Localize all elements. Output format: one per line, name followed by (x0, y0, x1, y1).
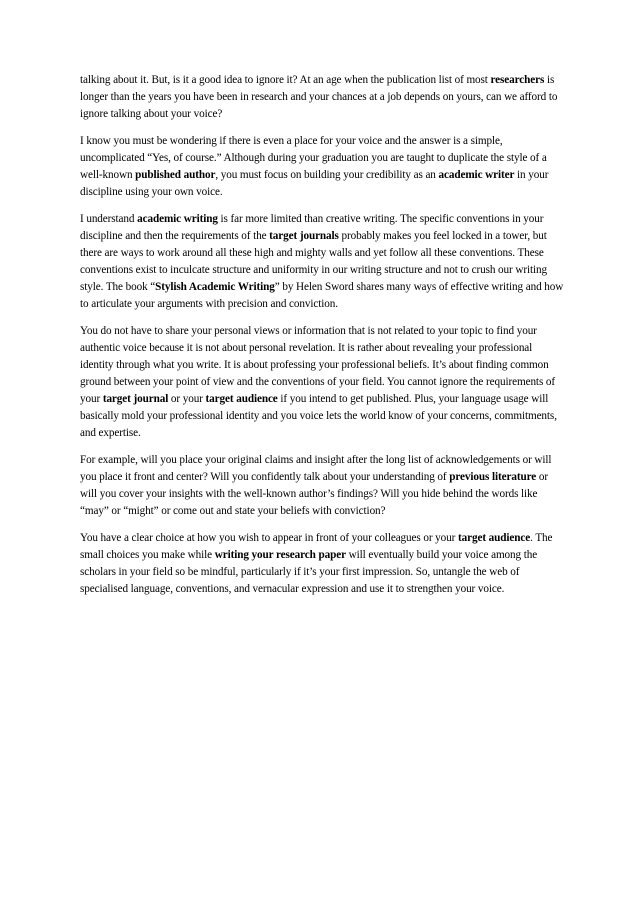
bold-term: target journals (269, 230, 339, 242)
text-run: You do not have to share your personal views or information that is not related to your topic to find your authentic voice because it is not about personal revelation. It is rather about revealing your professional identity through what you write. It is about professing your professional beliefs. It’s about finding common ground between your point of view and the conventions of your field. You cannot ignore the requirements of your (80, 325, 556, 405)
document-body (80, 72, 564, 608)
bold-term: target audience (205, 393, 278, 405)
paragraph-3 (80, 211, 564, 313)
text-run: For example, will you place your original claims and insight after the long list of acknowledgements or will you place it front and center? Will you confidently talk about your understanding of (80, 454, 552, 483)
text-run: or will you cover your insights with the well-known author’s findings? Will you hide behind the words like “may” or “might” or come out and state your beliefs with conviction? (80, 471, 548, 517)
bold-term: target audience (457, 532, 531, 544)
bold-term: previous literature (449, 471, 537, 483)
text-run: . The small choices you make while (80, 532, 553, 561)
bold-term: Stylish Academic Writing (155, 281, 275, 293)
paragraph-4 (80, 323, 564, 442)
text-run: talking about it. But, is it a good idea to ignore it? At an age when the publication list of most (80, 74, 491, 86)
text-run: will eventually build your voice among the scholars in your field so be mindful, particularly if it’s your first impression. So, untangle the web of specialised language, conventions, and vernacular expression and use it to strengthen your voice. (80, 549, 538, 595)
paragraph-1 (80, 72, 564, 123)
paragraph-2 (80, 133, 564, 201)
bold-term: writing your research paper (214, 549, 346, 561)
bold-term: target journal (102, 393, 169, 405)
text-run: You have a clear choice at how you wish to appear in front of your colleagues or your (80, 532, 458, 544)
text-run: if you intend to get published. Plus, your language usage will basically mold your professional identity and you voice lets the world know of your concerns, commitments, and expertise. (80, 393, 557, 439)
paragraph-6 (80, 530, 564, 598)
text-run: or your (168, 393, 206, 405)
text-run: ” by Helen Sword shares many ways of effective writing and how to articulate your arguments with precision and conviction. (80, 281, 564, 310)
text-run: in your discipline using your own voice. (80, 169, 549, 198)
text-run: is longer than the years you have been in research and your chances at a job depends on yours, can we afford to ignore talking about your voice? (80, 74, 558, 120)
bold-term: academic writing (137, 213, 218, 225)
text-run: I know you must be wondering if there is even a place for your voice and the answer is a simple, uncomplicated “Yes, of course.” Although during your graduation you are taught to duplicate the style of a well-known (80, 135, 547, 181)
bold-term: researchers (490, 74, 545, 86)
paragraph-5 (80, 452, 564, 520)
text-run: probably makes you feel locked in a tower, but there are ways to work around all these high and mighty walls and yet follow all these conventions. These conventions exist to inculcate structure and uniformity in our writing structure and not to crush our writing style. The book “ (80, 230, 547, 293)
bold-term: academic writer (438, 169, 515, 181)
bold-term: published author (135, 169, 216, 181)
text-run: , you must focus on building your credibility as an (215, 169, 439, 181)
text-run: I understand (80, 213, 138, 225)
text-run: is far more limited than creative writing. The specific conventions in your discipline and then the requirements of the (80, 213, 544, 242)
